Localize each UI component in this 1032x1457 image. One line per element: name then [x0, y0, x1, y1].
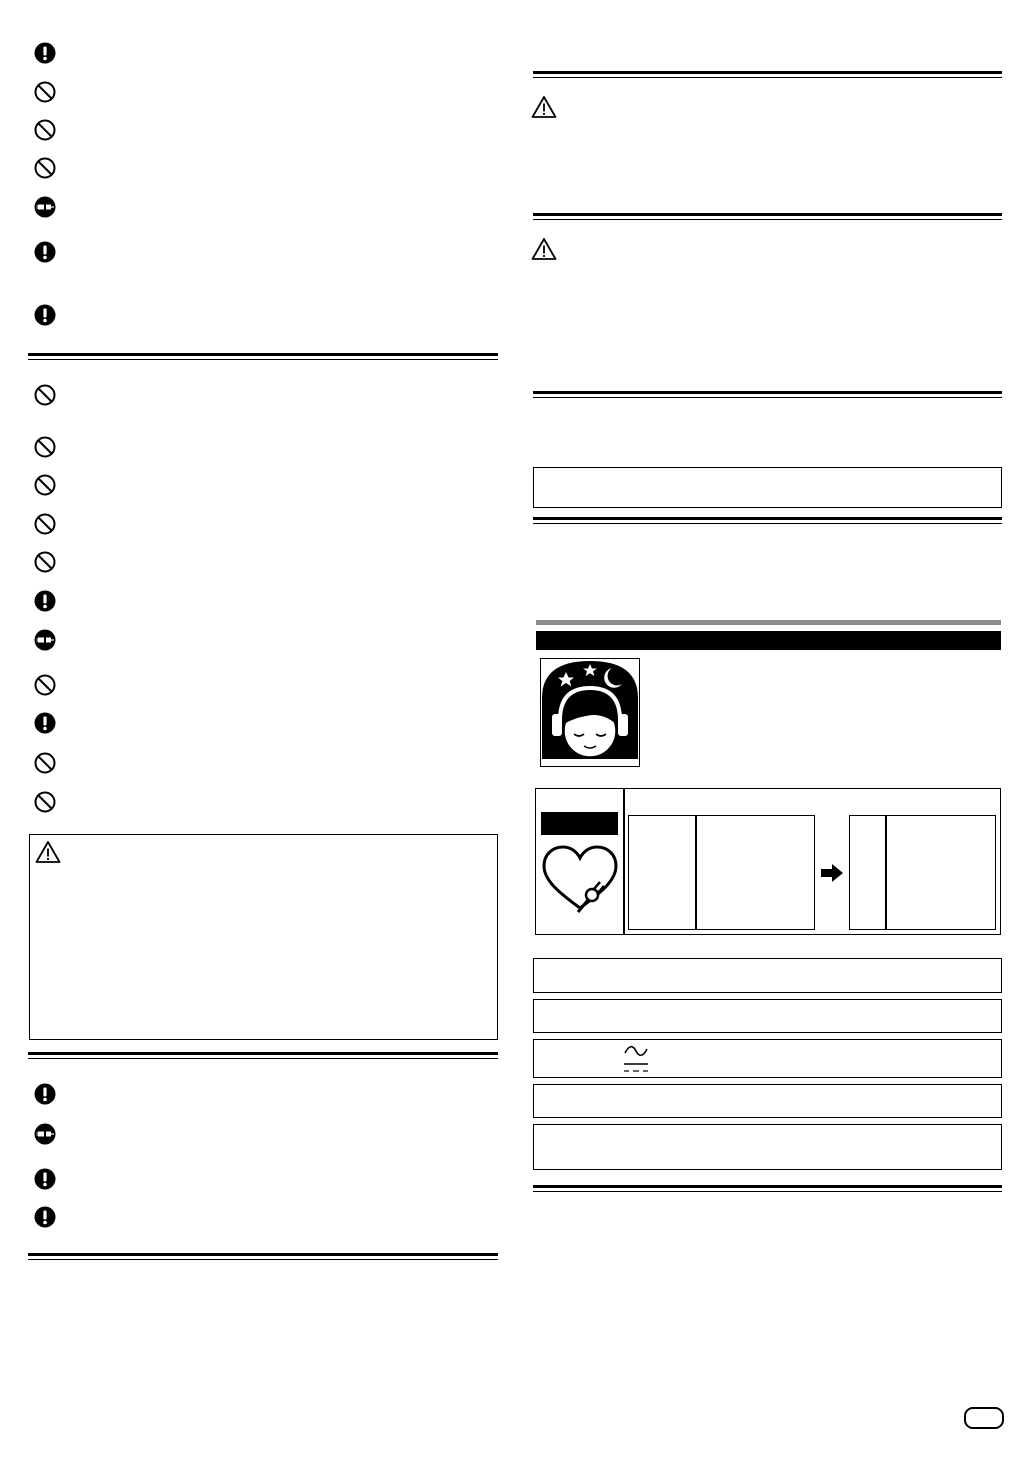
gray-rule	[536, 620, 1001, 625]
dc-symbol-icon	[623, 1060, 649, 1072]
prohibited-icon	[34, 752, 56, 774]
prohibited-icon	[34, 551, 56, 573]
panel-label-bar	[541, 812, 618, 835]
section-title-bar	[536, 631, 1001, 650]
prohibited-icon	[34, 791, 56, 813]
listener-with-headphones-icon	[540, 658, 640, 767]
warning-triangle-icon	[531, 95, 557, 119]
after-table	[849, 815, 996, 930]
section-divider	[28, 1052, 498, 1059]
info-box	[533, 1124, 1002, 1170]
recycle-panel	[535, 788, 1001, 935]
prohibited-icon	[34, 157, 56, 179]
section-divider	[533, 213, 1002, 220]
ac-symbol-icon	[623, 1044, 649, 1056]
power-symbol-box	[533, 1039, 1002, 1078]
page-number-badge	[964, 1407, 1004, 1429]
section-divider	[28, 353, 498, 360]
prohibited-icon	[34, 674, 56, 696]
info-box	[533, 1084, 1002, 1118]
mandatory-icon	[34, 1206, 56, 1228]
caution-box	[29, 834, 498, 1040]
section-divider	[533, 71, 1002, 78]
mandatory-icon	[34, 1168, 56, 1190]
prohibited-icon	[34, 119, 56, 141]
unplug-icon	[34, 1123, 56, 1145]
unplug-icon	[34, 196, 56, 218]
section-divider	[533, 517, 1002, 524]
mandatory-icon	[34, 304, 56, 326]
table-column-divider	[695, 816, 697, 929]
before-table	[628, 815, 815, 930]
info-box	[533, 958, 1002, 993]
prohibited-icon	[34, 513, 56, 535]
mandatory-icon	[34, 1083, 56, 1105]
section-divider	[533, 1185, 1002, 1192]
notice-box	[533, 467, 1002, 508]
table-column-divider	[885, 816, 887, 929]
section-divider	[533, 391, 1002, 398]
mandatory-icon	[34, 42, 56, 64]
heart-plug-icon	[540, 844, 620, 916]
warning-triangle-icon	[35, 840, 61, 864]
mandatory-icon	[34, 590, 56, 612]
mandatory-icon	[34, 712, 56, 734]
prohibited-icon	[34, 384, 56, 406]
panel-divider	[623, 789, 625, 934]
warning-triangle-icon	[531, 237, 557, 261]
prohibited-icon	[34, 474, 56, 496]
arrow-right-icon	[820, 863, 844, 883]
info-box	[533, 999, 1002, 1033]
section-divider	[28, 1253, 498, 1260]
prohibited-icon	[34, 81, 56, 103]
mandatory-icon	[34, 241, 56, 263]
prohibited-icon	[34, 436, 56, 458]
unplug-icon	[34, 629, 56, 651]
